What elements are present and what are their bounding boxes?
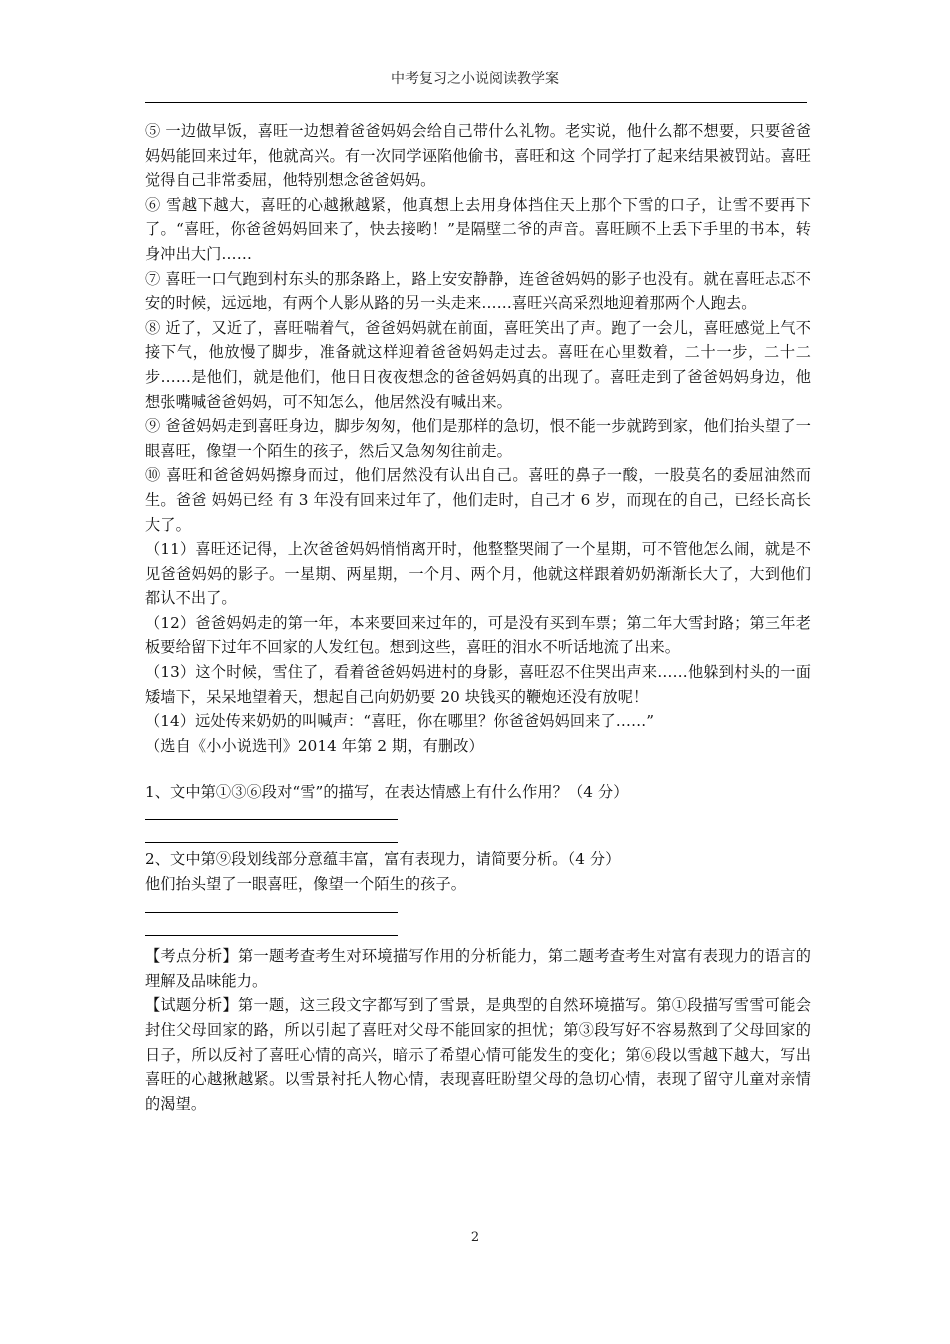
passage-paragraph-13: （13）这个时候，雪住了，看着爸爸妈妈进村的身影，喜旺忍不住哭出声来……他躲到村头的一面矮墙下，呆呆地望着天，想起自己向奶奶要 20 块钱买的鞭炮还没有放呢！ [145,663,811,706]
document-body [145,119,811,1116]
document-header-title: 中考复习之小说阅读教学案 [391,71,559,87]
answer-line-q1-a [145,819,398,820]
question-1: 1、文中第①③⑥段对“雪”的描写，在表达情感上有什么作用？（4 分） [145,783,629,802]
answer-line-q2-a [145,912,398,913]
passage-paragraph-14: （14）远处传来奶奶的叫喊声：“喜旺，你在哪里？你爸爸妈妈回来了……” [145,712,655,731]
passage-paragraph-9: ⑨ 爸爸妈妈走到喜旺身边，脚步匆匆，他们是那样的急切，恨不能一步就跨到家，他们抬头望了一眼喜旺，像望一个陌生的孩子，然后又急匆匆往前走。 [145,417,811,460]
passage-paragraph-7: ⑦ 喜旺一口气跑到村东头的那条路上，路上安安静静，连爸爸妈妈的影子也没有。就在喜旺忐忑不安的时候，远远地，有两个人影从路的另一头走来……喜旺兴高采烈地迎着那两个人跑去。 [145,269,811,313]
passage-paragraph-11: （11）喜旺还记得，上次爸爸妈妈悄悄离开时，他整整哭闹了一个星期，可不管他怎么闹，就是不见爸爸妈妈的影子。一星期、两星期，一个月、两个月，他就这样跟着奶奶渐渐长大了，大到他们都认不出了。 [145,540,811,608]
analysis-kaodian: 【考点分析】第一题考查考生对环境描写作用的分析能力，第二题考查考生对富有表现力的语言的理解及品味能力。 [145,947,811,990]
passage-paragraph-6: ⑥ 雪越下越大，喜旺的心越揪越紧，他真想上去用身体挡住天上那个下雪的口子，让雪不要再下了。“喜旺，你爸爸妈妈回来了，快去接哟！”是隔壁二爷的声音。喜旺顾不上丢下手里的书本，转身冲出大门…… [145,195,811,263]
passage-paragraph-10: ⑩ 喜旺和爸爸妈妈擦身而过，他们居然没有认出自己。喜旺的鼻子一酸，一股莫名的委屈油然而生。爸爸 妈妈已经 有 3 年没有回来过年了，他们走时，自己才 6 岁，而现在的自己，已经长高长大了。 [145,466,811,534]
header-divider [145,102,807,103]
question-2: 2、文中第⑨段划线部分意蕴丰富，富有表现力，请简要分析。（4 分） [145,850,621,869]
analysis-shiti: 【试题分析】第一题，这三段文字都写到了雪景，是典型的自然环境描写。第①段描写雪雪可能会封住父母回家的路，所以引起了喜旺对父母不能回家的担忧；第③段写好不容易熬到了父母回家的日子，所以反衬了喜旺心情的高兴，暗示了希望心情可能发生的变化；第⑥段以雪越下越大，写出喜旺的心越揪越紧。以雪景衬托人物心情，表现喜旺盼望父母的急切心情，表现了留守儿童对亲情的渴望。 [145,996,811,1113]
passage-paragraph-5: ⑤ 一边做早饭，喜旺一边想着爸爸妈妈会给自己带什么礼物。老实说，他什么都不想要，只要爸爸妈妈能回来过年，他就高兴。有一次同学诬陷他偷书，喜旺和这 个同学打了起来结果被罚站。喜旺觉得自己非常委屈，他特别想念爸爸妈妈。 [145,122,811,190]
passage-paragraph-12: （12）爸爸妈妈走的第一年，本来要回来过年的，可是没有买到车票；第二年大雪封路；第三年老板要给留下过年不回家的人发红包。想到这些，喜旺的泪水不听话地流了出来。 [145,613,811,657]
question-2-quote: 他们抬头望了一眼喜旺，像望一个陌生的孩子。 [145,874,467,893]
spacer [145,758,811,780]
answer-line-q1-b [145,842,398,843]
passage-source: （选自《小小说选刊》2014 年第 2 期，有删改） [145,736,484,755]
passage-paragraph-8: ⑧ 近了，又近了，喜旺喘着气，爸爸妈妈就在前面，喜旺笑出了声。跑了一会儿，喜旺感觉上气不接下气，他放慢了脚步，准备就这样迎着爸爸妈妈走过去。喜旺在心里数着，二十一步，二十二步……是他们，就是他们，他日日夜夜想念的爸爸妈妈真的出现了。喜旺走到了爸爸妈妈身边，他想张嘴喊爸爸妈妈，可不知怎么，他居然没有喊出来。 [145,318,811,411]
page-number: 2 [470,1230,480,1245]
answer-line-q2-b [145,935,398,936]
